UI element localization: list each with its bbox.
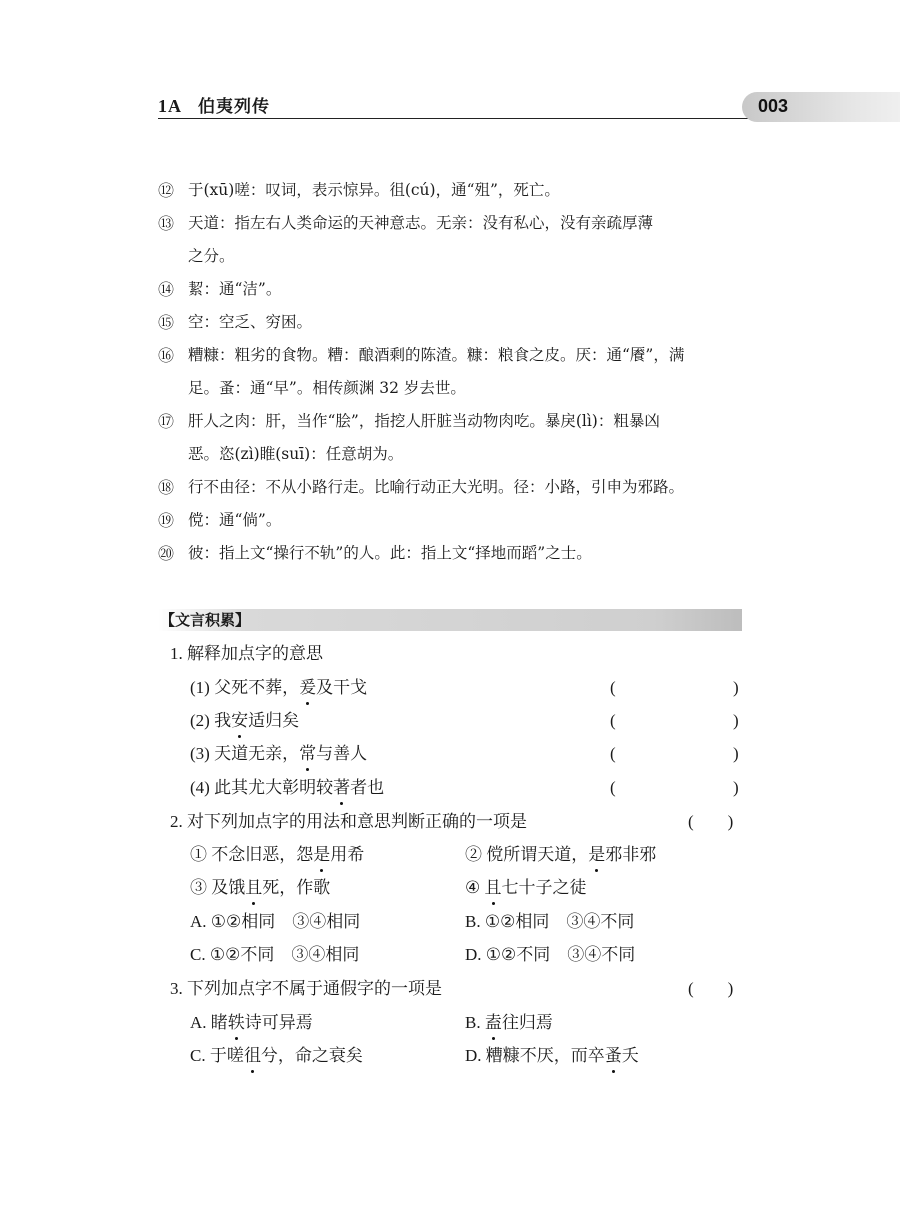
dotted-char: 轶 <box>228 1011 245 1035</box>
dotted-char: 安 <box>231 709 248 733</box>
note-15: ⑮ 空：空乏、穷困。 <box>158 313 313 332</box>
q2-option-c: C. ①②不同 ③④相同 <box>190 945 360 964</box>
q2-option-d: D. ①②不同 ③④不同 <box>465 945 636 964</box>
q1-stem: 1. 解释加点字的意思 <box>170 644 323 663</box>
answer-paren-close: ) <box>733 711 739 730</box>
q2-sentence-4: ④ 且七十子之徒 <box>465 876 587 900</box>
note-18: ⑱ 行不由径：不从小路行走。比喻行动正大光明。径：小路，引申为邪路。 <box>158 478 685 497</box>
q1-item-3: (3) 天道无亲，常与善人 <box>190 742 367 766</box>
answer-paren-close: ) <box>733 744 739 763</box>
dotted-char: 徂 <box>244 1044 261 1068</box>
dotted-char: 爰 <box>299 676 316 700</box>
q3-option-a: A. 睹轶诗可异焉 <box>190 1011 313 1035</box>
q2-sentence-1: ① 不念旧恶，怨是用希 <box>190 843 364 867</box>
dotted-char: 盍 <box>485 1011 502 1035</box>
dotted-char: 著 <box>333 776 350 800</box>
chapter-code: 1A <box>158 96 182 116</box>
q2-option-a: A. ①②相同 ③④相同 <box>190 912 361 931</box>
section-header-bar <box>158 609 742 631</box>
dotted-char: 是 <box>313 843 330 867</box>
q1-item-1: (1) 父死不葬，爰及干戈 <box>190 676 367 700</box>
q3-option-d: D. 糟糠不厌，而卒蚤夭 <box>465 1044 639 1068</box>
q1-item-4: (4) 此其尤大彰明较著者也 <box>190 776 384 800</box>
dotted-char: 是 <box>588 843 605 867</box>
note-12: ⑫ 于(xū)嗟：叹词，表示惊异。徂(cú)，通“殂”，死亡。 <box>158 181 560 200</box>
dotted-char: 且 <box>245 876 262 900</box>
dotted-char: 蚤 <box>605 1044 622 1068</box>
answer-paren-open: ( <box>610 711 616 730</box>
answer-paren-open: ( <box>610 778 616 797</box>
q3-option-b: B. 盍往归焉 <box>465 1011 553 1035</box>
header-rule <box>158 118 748 119</box>
q1-item-2: (2) 我安适归矣 <box>190 709 299 733</box>
q2-sentence-2: ② 傥所谓天道，是邪非邪 <box>465 843 656 867</box>
note-13: ⑬ 天道：指左右人类命运的天神意志。无亲：没有私心，没有亲疏厚薄 之分。 <box>158 214 654 265</box>
q3-stem: 3. 下列加点字不属于通假字的一项是 <box>170 979 442 998</box>
note-14: ⑭ 絜：通“洁”。 <box>158 280 282 299</box>
note-17: ⑰ 肝人之肉：肝，当作“脍”，指挖人肝脏当动物肉吃。暴戾(lì)：粗暴凶 恶。恣(zì)睢(suī)：任意胡为。 <box>158 412 660 463</box>
answer-paren: ( ) <box>688 812 734 831</box>
page-number: 003 <box>758 96 789 116</box>
chapter-title: 伯夷列传 <box>198 97 270 117</box>
answer-paren-open: ( <box>610 678 616 697</box>
answer-paren-open: ( <box>610 744 616 763</box>
answer-paren-close: ) <box>733 778 739 797</box>
q3-option-c: C. 于嗟徂兮，命之衰矣 <box>190 1044 363 1068</box>
note-19: ⑲ 傥：通“倘”。 <box>158 511 282 530</box>
answer-paren: ( ) <box>688 979 734 998</box>
section-title: 【文言积累】 <box>160 611 251 629</box>
q2-option-b: B. ①②相同 ③④不同 <box>465 912 635 931</box>
page-number-tab <box>742 92 900 122</box>
note-20: ⑳ 彼：指上文“操行不轨”的人。此：指上文“择地而蹈”之士。 <box>158 544 592 563</box>
note-16: ⑯ 糟糠：粗劣的食物。糟：酿酒剩的陈渣。糠：粮食之皮。厌：通“餍”，满 足。蚤：通“早”。相传颜渊 32 岁去世。 <box>158 346 685 397</box>
q2-sentence-3: ③ 及饿且死，作歌 <box>190 876 330 900</box>
dotted-char: 常 <box>299 742 316 766</box>
annotation-notes <box>158 174 750 570</box>
dotted-char: 且 <box>485 876 502 900</box>
running-header <box>158 92 270 117</box>
answer-paren-close: ) <box>733 678 739 697</box>
q2-stem: 2. 对下列加点字的用法和意思判断正确的一项是 <box>170 812 527 831</box>
